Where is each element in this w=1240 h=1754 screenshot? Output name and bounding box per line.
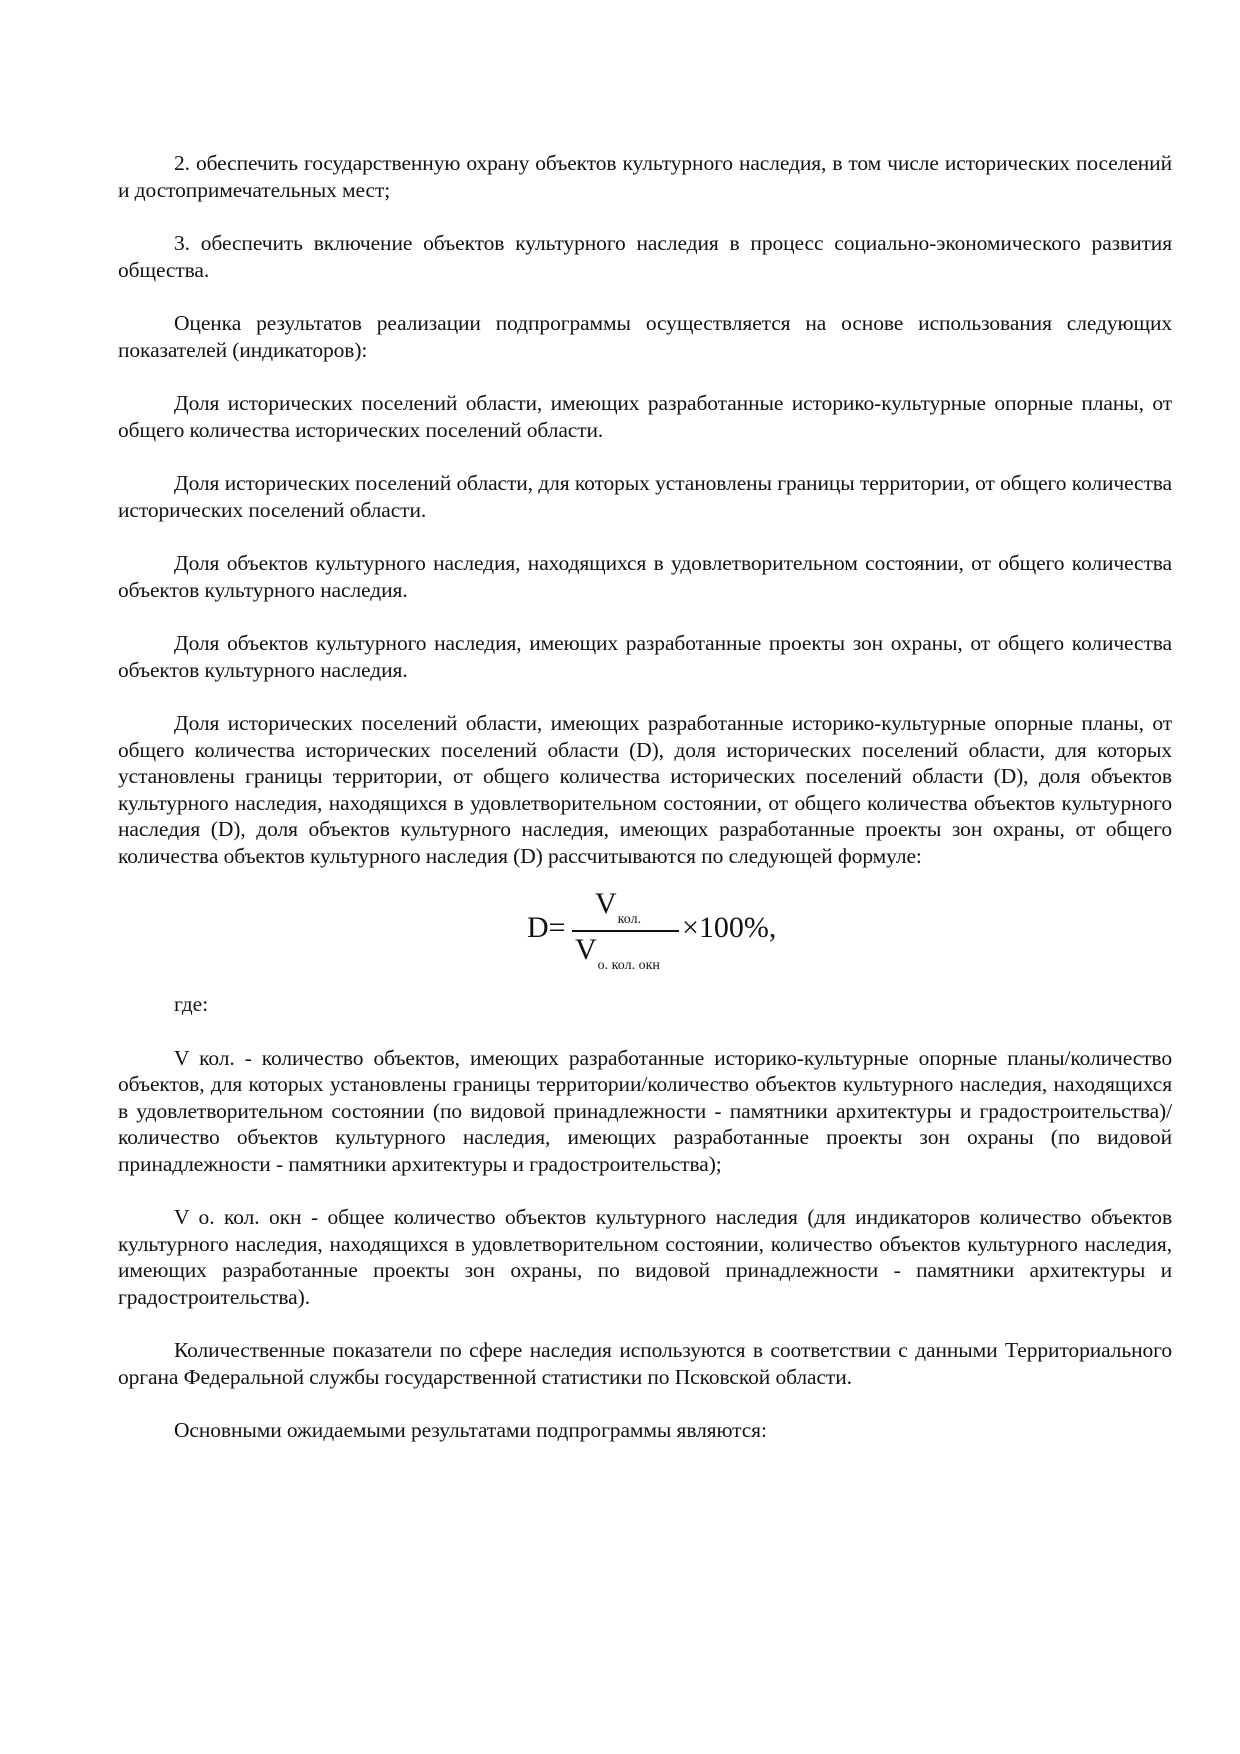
denominator-variable: V xyxy=(575,933,597,966)
expected-results-heading: Основными ожидаемыми результатами подпрограммы являются: xyxy=(174,1418,767,1442)
formula-numerator xyxy=(595,887,642,927)
formula-intro-paragraph: Доля исторических поселений области, имеющих разработанные историко-культурные опорные планы, от общего количества исторических поселений области (D), доля исторических поселений области, для которых установлены границы территории, от общего количества исторических поселений области (D), доля объектов культурного наследия, находящихся в удовлетворительном состоянии, от общего количества объектов культурного наследия (D), доля объектов культурного наследия, имеющих разработанные проекты зон охраны, от общего количества объектов культурного наследия (D) рассчитываются по следующей формуле: xyxy=(118,711,1172,868)
denominator-subscript: о. кол. окн xyxy=(597,958,660,973)
definition-v-kol: V кол. - количество объектов, имеющих разработанные историко-культурные опорные планы/количество объектов, для которых установлены границы территории/количество объектов культурного наследия, находящихся в удовлетворительном состоянии (по видовой принадлежности - памятники архитектуры и градостроительства)/количество объектов культурного наследия, имеющих разработанные проекты зон охраны (по видовой принадлежности - памятники архитектуры и градостроительства); xyxy=(118,1045,1172,1176)
formula xyxy=(118,887,1172,979)
definition-v-o-kol-okn: V о. кол. окн - общее количество объектов культурного наследия (для индикаторов количество объектов культурного наследия, находящихся в удовлетворительном состоянии, количество объектов культурного наследия, имеющих разработанные проекты зон охраны, по видовой принадлежности - памятники архитектуры и градостроительства). xyxy=(118,1205,1172,1309)
indicator-historic-settlements-borders: Доля исторических поселений области, для которых установлены границы территории, от общего количества исторических поселений области. xyxy=(118,471,1172,522)
evaluation-intro-paragraph: Оценка результатов реализации подпрограммы осуществляется на основе использования следующих показателей (индикаторов): xyxy=(118,311,1172,362)
formula-denominator xyxy=(575,933,660,973)
fraction-bar xyxy=(572,930,679,932)
where-label: где: xyxy=(174,992,209,1016)
statistics-source-paragraph: Количественные показатели по сфере наследия используются в соответствии с данными Территориального органа Федеральной службы государственной статистики по Псковской области. xyxy=(118,1338,1172,1389)
formula-lhs: D= xyxy=(527,911,566,944)
numerator-variable: V xyxy=(595,887,617,920)
list-item-2: 2. обеспечить государственную охрану объектов культурного наследия, в том числе исторических поселений и достопримечательных мест; xyxy=(118,151,1172,202)
document-page xyxy=(118,150,1172,1471)
numerator-subscript: кол. xyxy=(617,912,642,927)
indicator-heritage-satisfactory-state: Доля объектов культурного наследия, находящихся в удовлетворительном состоянии, от общего количества объектов культурного наследия. xyxy=(118,551,1172,602)
list-item-3: 3. обеспечить включение объектов культурного наследия в процесс социально-экономического развития общества. xyxy=(118,231,1172,282)
indicator-historic-settlements-plans: Доля исторических поселений области, имеющих разработанные историко-культурные опорные планы, от общего количества исторических поселений области. xyxy=(118,391,1172,442)
indicator-heritage-protection-zones: Доля объектов культурного наследия, имеющих разработанные проекты зон охраны, от общего количества объектов культурного наследия. xyxy=(118,631,1172,682)
formula-rhs: ×100%, xyxy=(682,911,777,944)
